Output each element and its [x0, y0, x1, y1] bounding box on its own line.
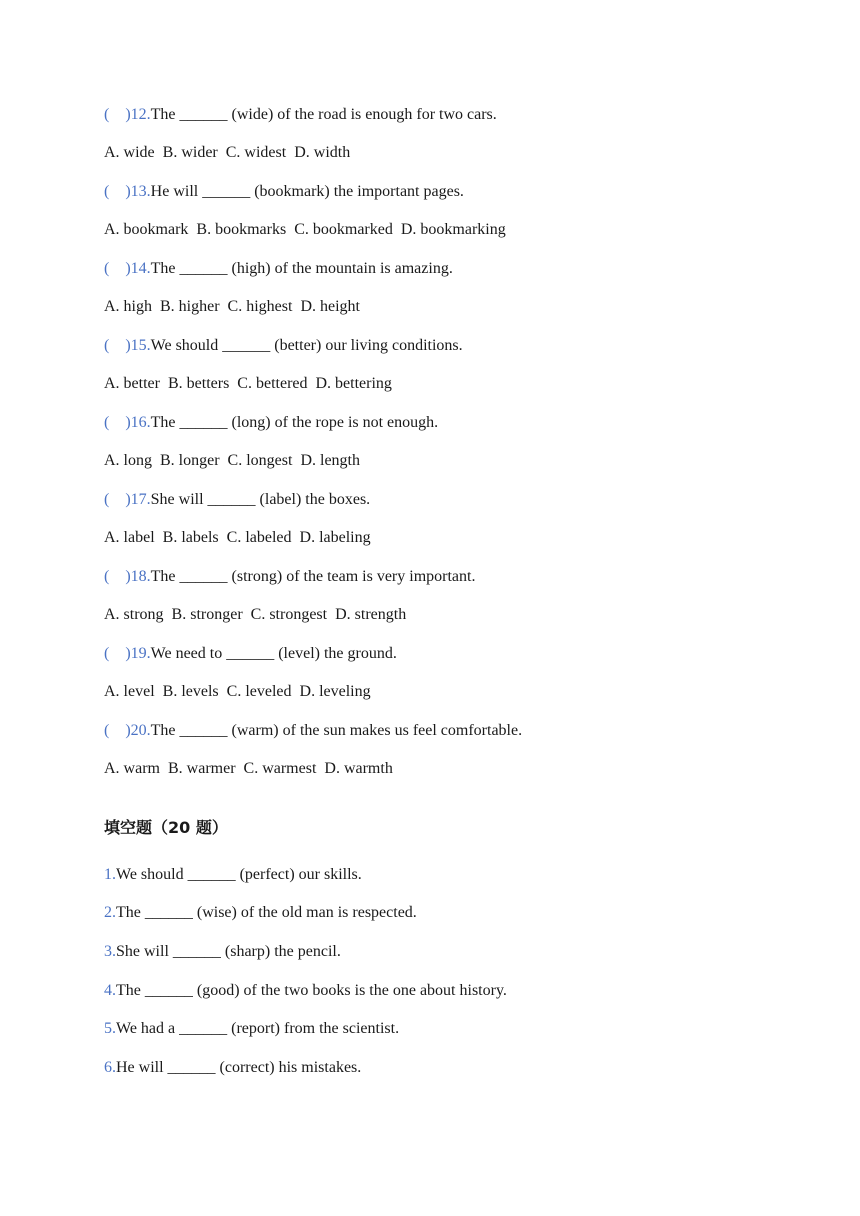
question-15-options: A. better B. betters C. bettered D. bettering [104, 375, 392, 392]
fill-blank-number: 4. [104, 982, 116, 999]
question-number: ( )19. [104, 645, 151, 662]
question-text: The ______ (warm) of the sun makes us feel comfortable. [150, 722, 523, 739]
question-text: The ______ (high) of the mountain is amazing. [150, 260, 453, 277]
question-text: He will ______ (bookmark) the important pages. [150, 183, 464, 200]
question-17-stem [104, 490, 370, 510]
question-text: The ______ (long) of the rope is not enough. [150, 414, 439, 431]
fill-blank-text: He will ______ (correct) his mistakes. [116, 1059, 362, 1076]
question-15-stem [104, 336, 463, 356]
question-16-stem [104, 413, 438, 433]
fill-blank-text: The ______ (wise) of the old man is respected. [116, 904, 417, 921]
question-text: We need to ______ (level) the ground. [150, 645, 397, 662]
question-12-options: A. wide B. wider C. widest D. width [104, 144, 351, 161]
question-13-stem [104, 182, 464, 202]
question-text: We should ______ (better) our living conditions. [150, 337, 463, 354]
question-number: ( )17. [104, 491, 151, 508]
question-13-options: A. bookmark B. bookmarks C. bookmarked D. bookmarking [104, 221, 506, 238]
fill-blank-4 [104, 981, 507, 1001]
fill-blank-number: 5. [104, 1020, 116, 1037]
question-number: ( )20. [104, 722, 151, 739]
section-title: 填空题（20 题） [104, 818, 228, 837]
fill-blank-6 [104, 1058, 361, 1078]
question-17-options: A. label B. labels C. labeled D. labeling [104, 529, 371, 546]
fill-blank-3 [104, 942, 341, 962]
question-number: ( )16. [104, 414, 151, 431]
question-number: ( )15. [104, 337, 151, 354]
question-text: The ______ (strong) of the team is very important. [150, 568, 476, 585]
fill-blank-1 [104, 865, 362, 885]
fill-blank-number: 6. [104, 1059, 116, 1076]
fill-blank-number: 2. [104, 904, 116, 921]
question-14-options: A. high B. higher C. highest D. height [104, 298, 360, 315]
fill-blank-text: We should ______ (perfect) our skills. [116, 866, 362, 883]
question-text: She will ______ (label) the boxes. [150, 491, 371, 508]
question-16-options: A. long B. longer C. longest D. length [104, 452, 360, 469]
question-19-stem [104, 644, 397, 664]
fill-blank-2 [104, 903, 417, 923]
fill-blank-number: 3. [104, 943, 116, 960]
fill-blank-number: 1. [104, 866, 116, 883]
question-12-stem [104, 105, 497, 125]
question-14-stem [104, 259, 453, 279]
fill-blank-text: We had a ______ (report) from the scientist. [116, 1020, 400, 1037]
question-19-options: A. level B. levels C. leveled D. leveling [104, 683, 371, 700]
fill-blank-5 [104, 1019, 399, 1039]
question-18-stem [104, 567, 475, 587]
question-text: The ______ (wide) of the road is enough for two cars. [150, 106, 497, 123]
question-18-options: A. strong B. stronger C. strongest D. strength [104, 606, 407, 623]
question-20-stem [104, 721, 522, 741]
question-number: ( )12. [104, 106, 151, 123]
question-number: ( )14. [104, 260, 151, 277]
question-number: ( )13. [104, 183, 151, 200]
fill-blank-text: She will ______ (sharp) the pencil. [116, 943, 341, 960]
fill-blank-text: The ______ (good) of the two books is the one about history. [116, 982, 507, 999]
question-20-options: A. warm B. warmer C. warmest D. warmth [104, 760, 393, 777]
question-number: ( )18. [104, 568, 151, 585]
